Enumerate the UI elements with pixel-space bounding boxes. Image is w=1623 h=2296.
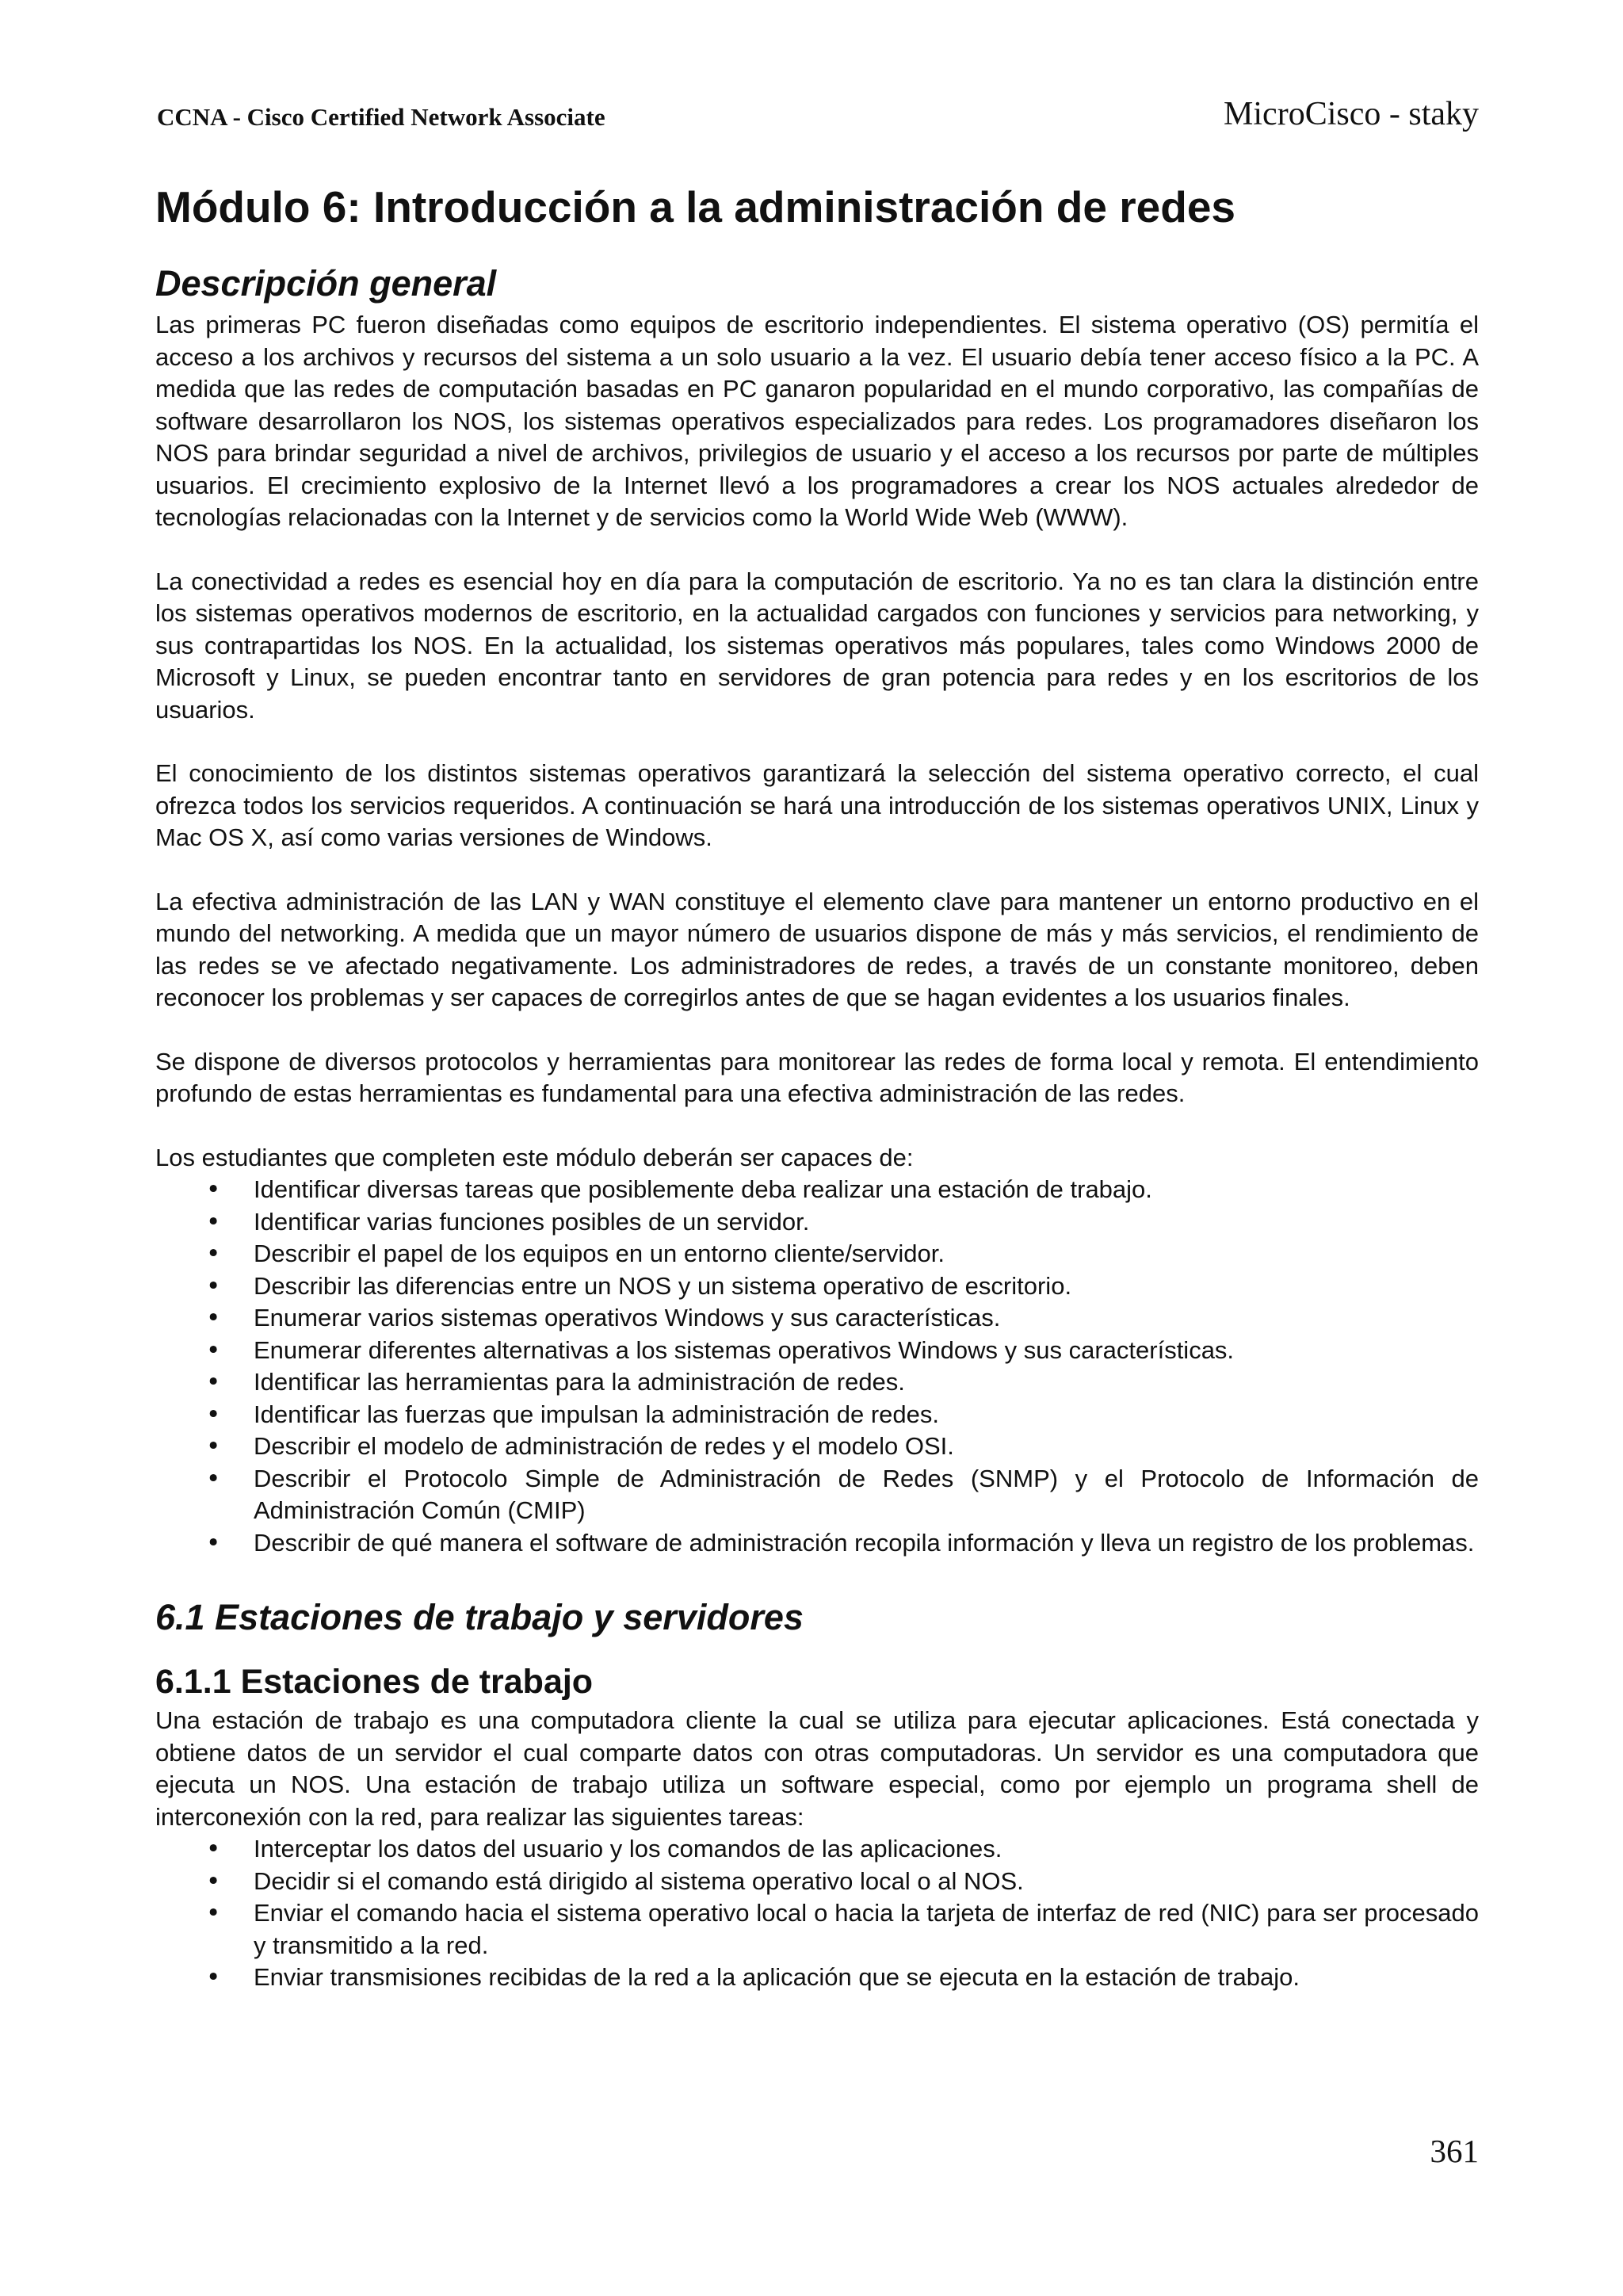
overview-paragraph-1: Las primeras PC fueron diseñadas como equipos de escritorio independientes. El sistema operativo (OS) permitía el acceso a los archivos y recursos del sistema a un solo usuario a la vez. El usuario debía tener acceso físico a la PC. A medida que las redes de computación basadas en PC ganaron popularidad en el mundo corporativo, las compañías de software desarrollaron los NOS, los sistemas operativos especializados para redes. Los programadores diseñaron los NOS para brindar seguridad a nivel de archivos, privilegios de usuario y el acceso a los recursos por parte de múltiples usuarios. El crecimiento explosivo de la Internet llevó a los programadores a crear los NOS actuales alrededor de tecnologías relacionadas con la Internet y de servicios como la World Wide Web (WWW).	[155, 311, 1479, 531]
list-item-text: Enumerar varios sistemas operativos Windows y sus características.	[254, 1304, 1001, 1331]
list-item	[155, 1366, 1479, 1399]
list-item	[155, 1335, 1479, 1367]
overview-paragraph-4: La efectiva administración de las LAN y WAN constituye el elemento clave para mantener un entorno productivo en el mundo del networking. A medida que un mayor número de usuarios dispone de más y más servicios, el rendimiento de las redes se ve afectado negativamente. Los administradores de redes, a través de un constante monitoreo, deben reconocer los problemas y ser capaces de corregirlos antes de que se hagan evidentes a los usuarios finales.	[155, 887, 1479, 1011]
list-item	[155, 1238, 1479, 1270]
list-item-text: Identificar varias funciones posibles de un servidor.	[254, 1207, 810, 1236]
overview-paragraph-3: El conocimiento de los distintos sistemas operativos garantizará la selección del sistema operativo correcto, el cual ofrezca todos los servicios requeridos. A continuación se hará una introducción de los sistemas operativos UNIX, Linux y Mac OS X, así como varias versiones de Windows.	[155, 759, 1479, 851]
list-item-text: Interceptar los datos del usuario y los comandos de las aplicaciones.	[254, 1835, 1002, 1862]
bullet-icon: •	[206, 1432, 221, 1461]
bullet-icon: •	[206, 1464, 221, 1493]
list-item-text: Describir el modelo de administración de redes y el modelo OSI.	[254, 1432, 954, 1460]
bullet-icon: •	[206, 1866, 221, 1896]
page-number: 361	[1430, 2133, 1479, 2169]
workstation-tasks-list	[155, 1833, 1479, 1994]
list-item	[155, 1527, 1479, 1560]
workstation-paragraph: Una estación de trabajo es una computadora cliente la cual se utiliza para ejecutar aplicaciones. Está conectada y obtiene datos de un servidor el cual comparte datos con otras computadoras. Un servidor es una computadora que ejecuta un NOS. Una estación de trabajo utiliza un software especial, como por ejemplo un programa shell de interconexión con la red, para realizar las siguientes tareas:	[155, 1706, 1479, 1831]
list-item-text: Enviar transmisiones recibidas de la red a la aplicación que se ejecuta en la estación de trabajo.	[254, 1963, 1300, 1991]
list-item	[155, 1897, 1479, 1962]
section-6-1-1-heading: 6.1.1 Estaciones de trabajo	[155, 1663, 594, 1701]
list-item-text: Identificar las herramientas para la administración de redes.	[254, 1368, 905, 1396]
list-item	[155, 1431, 1479, 1463]
list-item-text: Describir de qué manera el software de administración recopila información y lleva un registro de los problemas.	[254, 1528, 1475, 1557]
list-item	[155, 1399, 1479, 1431]
objectives-list	[155, 1174, 1479, 1559]
section-6-1-heading: 6.1 Estaciones de trabajo y servidores	[155, 1597, 804, 1637]
list-item	[155, 1206, 1479, 1239]
list-item	[155, 1463, 1479, 1527]
header-author: MicroCisco - staky	[1224, 96, 1479, 132]
list-item-text: Describir el papel de los equipos en un entorno cliente/servidor.	[254, 1240, 945, 1267]
list-item-text: Enviar el comando hacia el sistema operativo local o hacia la tarjeta de interfaz de red (NIC) para ser procesado y transmitido a la red.	[254, 1899, 1479, 1959]
bullet-icon: •	[206, 1175, 221, 1204]
running-header	[155, 95, 1479, 143]
module-title: Módulo 6: Introducción a la administración de redes	[155, 182, 1235, 231]
list-item-text: Decidir si el comando está dirigido al sistema operativo local o al NOS.	[254, 1866, 1024, 1895]
list-item-text: Identificar diversas tareas que posiblemente deba realizar una estación de trabajo.	[254, 1175, 1152, 1203]
bullet-icon: •	[206, 1207, 221, 1236]
list-item-text: Describir el Protocolo Simple de Administración de Redes (SNMP) y el Protocolo de Información de Administración Común (CMIP)	[254, 1464, 1479, 1524]
bullet-icon: •	[206, 1335, 221, 1365]
document-page	[155, 0, 1479, 2296]
list-item	[155, 1833, 1479, 1866]
bullet-icon: •	[206, 1528, 221, 1557]
list-item-text: Describir las diferencias entre un NOS y un sistema operativo de escritorio.	[254, 1271, 1072, 1300]
bullet-icon: •	[206, 1368, 221, 1396]
overview-paragraph-5: Se dispone de diversos protocolos y herramientas para monitorear las redes de forma local y remota. El entendimiento profundo de estas herramientas es fundamental para una efectiva administración de las redes.	[155, 1047, 1479, 1107]
bullet-icon: •	[206, 1835, 221, 1863]
overview-heading: Descripción general	[155, 263, 497, 304]
list-item	[155, 1866, 1479, 1898]
page-content	[155, 179, 1479, 1994]
list-item	[155, 1302, 1479, 1335]
list-item	[155, 1270, 1479, 1303]
bullet-icon: •	[206, 1400, 221, 1429]
bullet-icon: •	[206, 1304, 221, 1332]
bullet-icon: •	[206, 1271, 221, 1301]
header-course-title: CCNA - Cisco Certified Network Associate	[157, 103, 605, 131]
bullet-icon: •	[206, 1899, 221, 1927]
objectives-intro: Los estudiantes que completen este módulo deberán ser capaces de:	[155, 1143, 914, 1171]
bullet-icon: •	[206, 1240, 221, 1268]
overview-paragraph-2: La conectividad a redes es esencial hoy en día para la computación de escritorio. Ya no es tan clara la distinción entre los sistemas operativos modernos de escritorio, en la actualidad cargados con funciones y servicios para networking, y sus contrapartidas los NOS. En la actualidad, los sistemas operativos más populares, tales como Windows 2000 de Microsoft y Linux, se pueden encontrar tanto en servidores de gran potencia para redes y en los escritorios de los usuarios.	[155, 567, 1479, 724]
list-item	[155, 1174, 1479, 1206]
list-item-text: Enumerar diferentes alternativas a los sistemas operativos Windows y sus características.	[254, 1335, 1235, 1364]
bullet-icon: •	[206, 1963, 221, 1992]
list-item-text: Identificar las fuerzas que impulsan la administración de redes.	[254, 1400, 940, 1428]
list-item	[155, 1962, 1479, 1994]
